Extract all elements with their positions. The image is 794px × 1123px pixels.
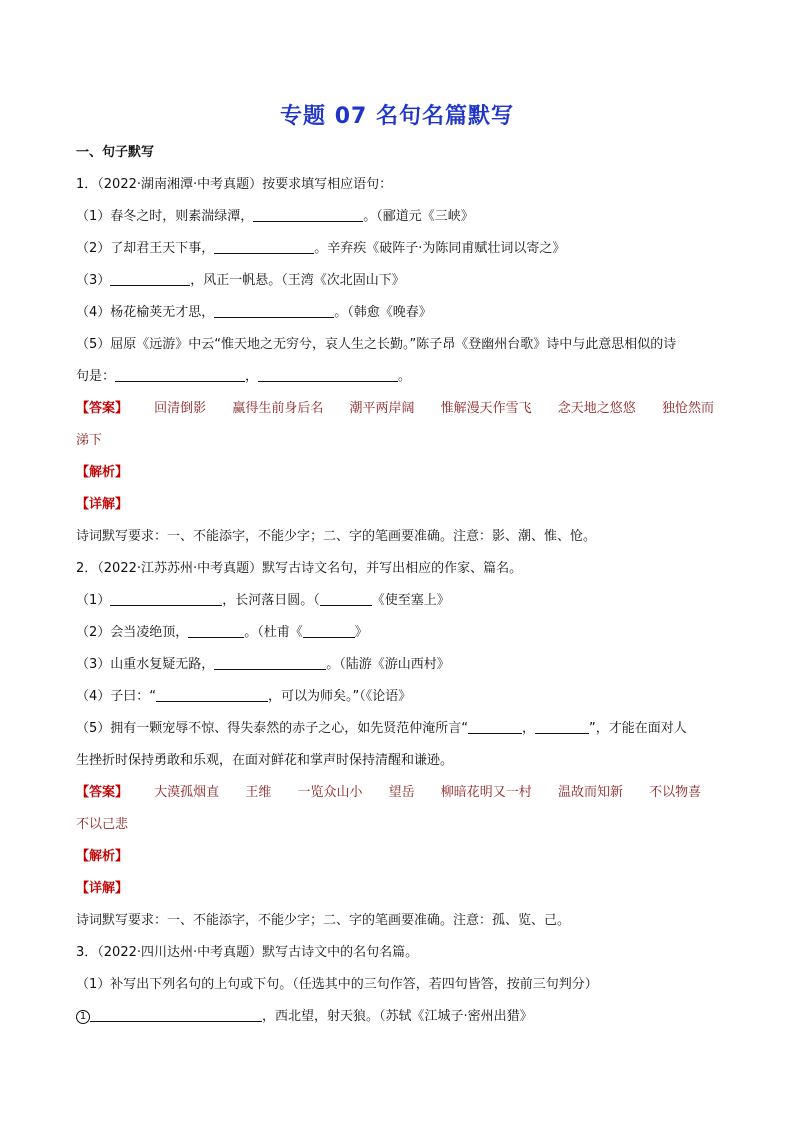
q1-item-4: （4）杨花榆荚无才思， 。（韩愈《晚春》 (76, 305, 432, 320)
answer-blank[interactable] (115, 368, 245, 382)
q1-item-3: （3） ，风正一帆悬。（王湾《次北固山下》 (76, 273, 405, 288)
answer-blank[interactable] (110, 592, 222, 606)
q1-item-2: （2）了却君王天下事， 。辛弃疾《破阵子·为陈同甫赋壮词以寄之》 (76, 241, 566, 256)
q3-sub-1: （1）补写出下列名句的上句或下句。（任选其中的三句作答，若四句皆答，按前三句判分） (76, 977, 598, 992)
q1-detail-label: 【详解】 (76, 497, 129, 512)
q1-analysis-label: 【解析】 (76, 465, 129, 480)
answer-blank[interactable] (303, 624, 355, 638)
q2-item-2: （2）会当凌绝顶， 。（杜甫《 》 (76, 625, 368, 640)
q1-item-5-cont: 句是： ， 。 (76, 369, 412, 384)
section-heading: 一、句子默写 (76, 145, 155, 160)
q1-note: 诗词默写要求：一、不能添字，不能少字；二、字的笔画要准确。注意：影、潮、惟、怆。 (76, 529, 597, 544)
answer-blank[interactable] (110, 272, 190, 286)
answer-blank[interactable] (320, 592, 372, 606)
q1-item-5: （5）屈原《远游》中云“惟天地之无穷兮，哀人生之长勤。”陈子昂《登幽州台歌》诗中与此意思相似的诗 (76, 337, 677, 352)
answer-blank[interactable] (468, 720, 522, 734)
answer-blank[interactable] (214, 656, 326, 670)
q1-item-1: （1）春冬之时，则素湍绿潭， 。（郦道元《三峡》 (76, 209, 474, 224)
answer-blank[interactable] (188, 624, 244, 638)
answer-blank[interactable] (214, 240, 314, 254)
q2-note: 诗词默写要求：一、不能添字，不能少字；二、字的笔画要准确。注意：孤、览、己。 (76, 913, 571, 928)
q2-intro: 2．（2022·江苏苏州·中考真题）默写古诗文名句，并写出相应的作家、篇名。 (76, 561, 523, 576)
page-title: 专题 07 名句名篇默写 (280, 104, 514, 129)
answer-blank[interactable] (253, 208, 363, 222)
answer-blank[interactable] (156, 688, 268, 702)
answer-blank[interactable] (214, 304, 334, 318)
q2-item-1: （1） ，长河落日圆。（ 《使至塞上》 (76, 593, 450, 608)
q2-detail-label: 【详解】 (76, 881, 129, 896)
circled-number: 1 (76, 1010, 90, 1024)
answer-blank[interactable] (535, 720, 589, 734)
answer-blank[interactable] (90, 1008, 262, 1022)
q1-intro: 1．（2022·湖南湘潭·中考真题）按要求填写相应语句： (76, 177, 393, 192)
q2-answer: 【答案】 大漠孤烟直 王维 一览众山小 望岳 柳暗花明又一村 温故而知新 不以物喜 (76, 785, 702, 800)
q2-item-4: （4）子曰：“ ，可以为师矣。”（《论语》 (76, 689, 412, 704)
q2-answer-cont: 不以己悲 (76, 817, 129, 832)
q2-item-5-cont: 生挫折时保持勇敢和乐观，在面对鲜花和掌声时保持清醒和谦逊。 (76, 753, 454, 768)
q2-item-3: （3）山重水复疑无路， 。（陆游《游山西村》 (76, 657, 450, 672)
q3-item-1: 1 ，西北望，射天狼。（苏轼《江城子·密州出猎》 (76, 1008, 736, 1026)
answer-blank[interactable] (258, 368, 398, 382)
q2-item-5: （5）拥有一颗宠辱不惊、得失泰然的赤子之心，如先贤范仲淹所言“ ， ”，才能在面对人 (76, 721, 687, 736)
q1-answer-cont: 涕下 (76, 433, 103, 448)
q2-analysis-label: 【解析】 (76, 849, 129, 864)
q1-answer: 【答案】 回清倒影 赢得生前身后名 潮平两岸阔 惟解漫天作雪飞 念天地之悠悠 独怆然而 (76, 401, 714, 416)
q3-intro: 3．（2022·四川达州·中考真题）默写古诗文中的名句名篇。 (76, 945, 419, 960)
